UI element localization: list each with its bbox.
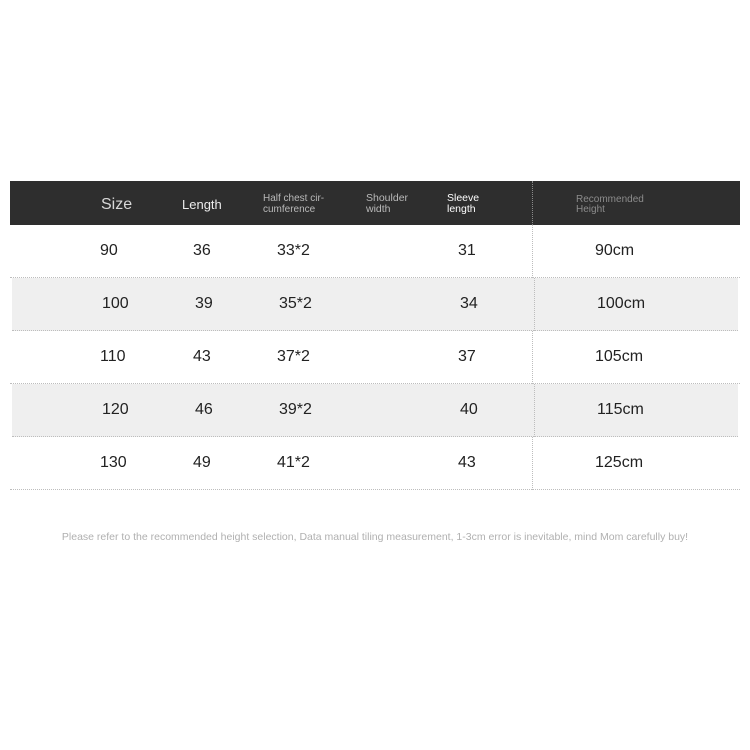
column-divider bbox=[532, 437, 533, 490]
cell-sleeve-length: 31 bbox=[458, 242, 476, 259]
cell-sleeve-length: 40 bbox=[460, 401, 478, 418]
column-divider bbox=[532, 225, 533, 278]
table-row bbox=[10, 225, 740, 278]
cell-half-chest: 41*2 bbox=[277, 454, 310, 471]
header-half-chest: Half chest cir- cumference bbox=[263, 193, 325, 215]
header-recommended-height: Recommended Height bbox=[576, 194, 644, 215]
cell-recommended-height: 90cm bbox=[595, 242, 635, 259]
table-row bbox=[12, 278, 738, 331]
cell-half-chest: 33*2 bbox=[277, 242, 310, 259]
cell-recommended-height: 100cm bbox=[597, 295, 646, 312]
cell-size: 100 bbox=[102, 295, 129, 312]
cell-size: 110 bbox=[100, 348, 126, 365]
header-sleeve-length: Sleeve length bbox=[447, 192, 480, 215]
table-header bbox=[10, 181, 740, 225]
header-size: Size bbox=[101, 196, 133, 213]
cell-recommended-height: 115cm bbox=[597, 401, 644, 418]
cell-sleeve-length: 37 bbox=[458, 348, 476, 365]
cell-length: 36 bbox=[193, 242, 211, 259]
cell-length: 43 bbox=[193, 348, 211, 365]
header-length: Length bbox=[182, 197, 222, 212]
table-row bbox=[12, 384, 738, 437]
cell-length: 49 bbox=[193, 454, 211, 471]
cell-recommended-height: 125cm bbox=[595, 454, 644, 471]
column-divider bbox=[532, 181, 533, 225]
cell-sleeve-length: 43 bbox=[458, 454, 476, 471]
column-divider bbox=[534, 278, 535, 331]
cell-size: 130 bbox=[100, 454, 127, 471]
cell-length: 39 bbox=[195, 295, 213, 312]
column-divider bbox=[534, 384, 535, 437]
header-shoulder-width: Shoulder width bbox=[366, 192, 409, 215]
cell-length: 46 bbox=[195, 401, 213, 418]
cell-recommended-height: 105cm bbox=[595, 348, 644, 365]
table-row bbox=[10, 437, 740, 490]
cell-size: 120 bbox=[102, 401, 129, 418]
column-divider bbox=[532, 331, 533, 384]
measurement-footnote: Please refer to the recommended height selection, Data manual tiling measurement, 1-3cm error is inevitable, mind Mom carefully buy! bbox=[61, 531, 689, 543]
table-row bbox=[10, 331, 740, 384]
cell-half-chest: 35*2 bbox=[279, 295, 312, 312]
cell-half-chest: 39*2 bbox=[279, 401, 312, 418]
cell-size: 90 bbox=[100, 242, 118, 259]
cell-half-chest: 37*2 bbox=[277, 348, 310, 365]
size-table bbox=[10, 181, 740, 490]
cell-sleeve-length: 34 bbox=[460, 295, 478, 312]
